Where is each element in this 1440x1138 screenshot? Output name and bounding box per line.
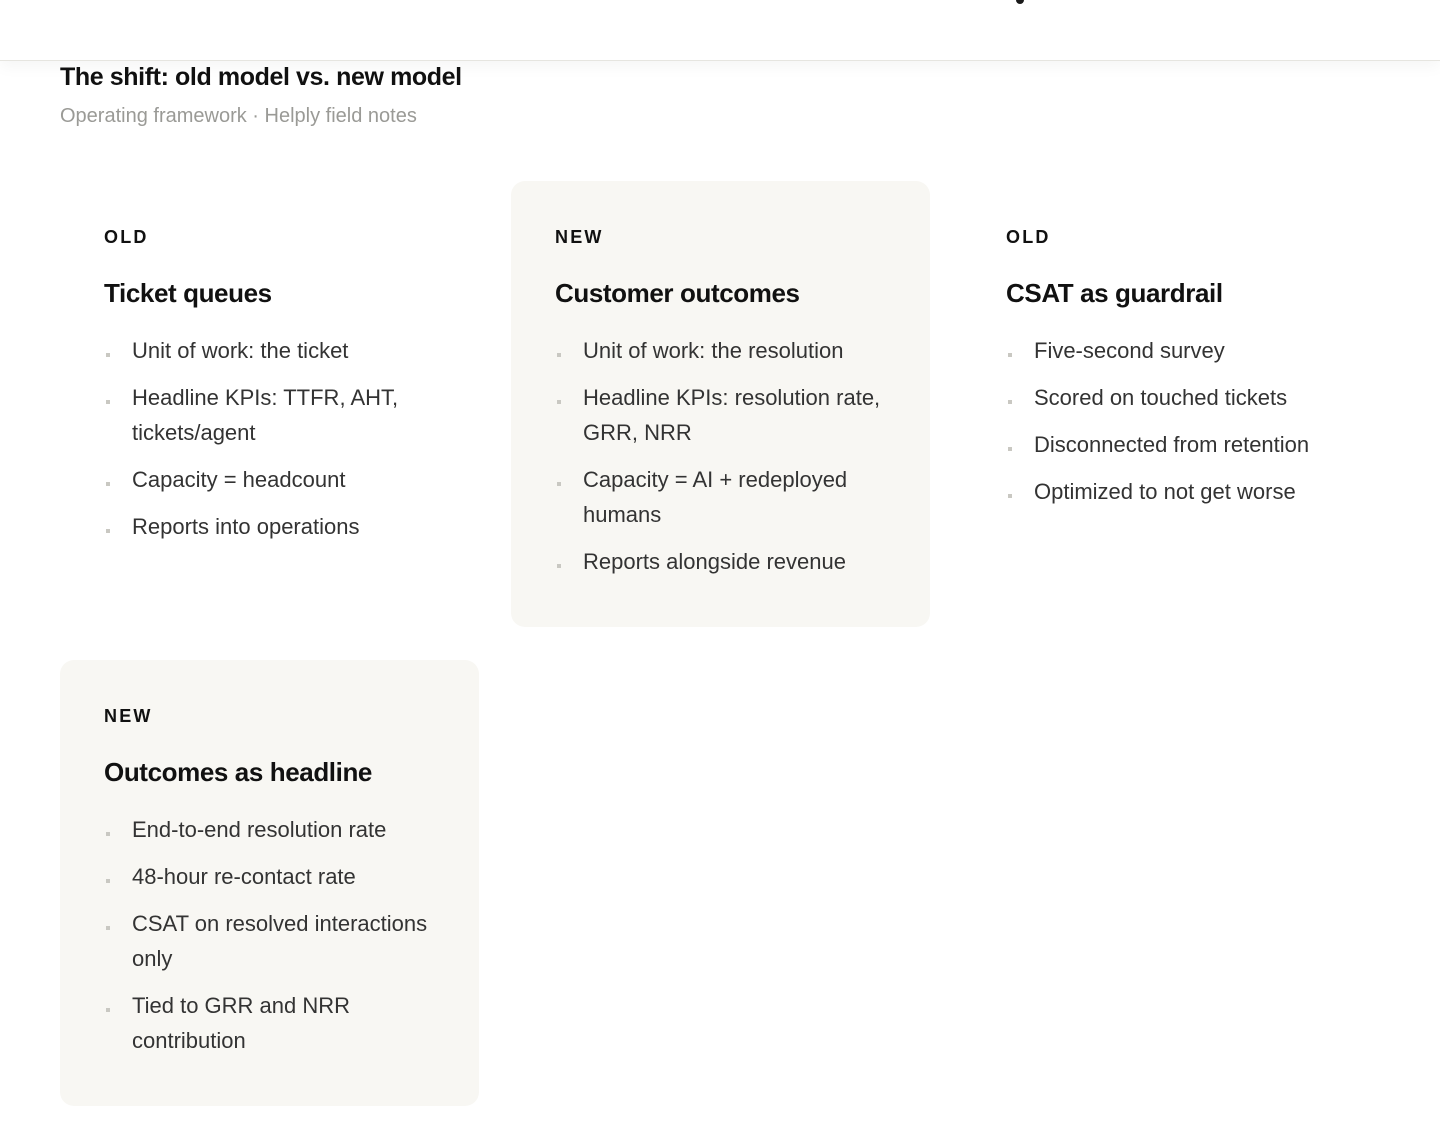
list-item-text: Reports alongside revenue <box>583 549 846 574</box>
list-item <box>104 812 435 847</box>
list-item <box>104 462 435 497</box>
card-ticket-queues <box>60 181 479 627</box>
list-item-text: Scored on touched tickets <box>1034 385 1288 410</box>
list-item-text: Disconnected from retention <box>1034 432 1310 457</box>
top-bar <box>0 0 1440 61</box>
list-item <box>1006 427 1337 462</box>
list-item <box>104 988 435 1058</box>
bullet-icon <box>106 879 110 883</box>
list-item <box>555 380 886 450</box>
list-item-text: Unit of work: the resolution <box>583 338 844 363</box>
card-title: Customer outcomes <box>555 278 800 308</box>
list-item <box>1006 333 1337 368</box>
list-item-text: Capacity = headcount <box>132 467 346 492</box>
list-item-text: Five-second survey <box>1034 338 1225 363</box>
list-item-text: Unit of work: the ticket <box>132 338 349 363</box>
list-item-text: Optimized to not get worse <box>1034 479 1296 504</box>
list-item-text: Capacity = AI + redeployed humans <box>583 467 848 527</box>
list-item-text: Headline KPIs: TTFR, AHT, tickets/agent <box>132 385 399 445</box>
partial-glyph <box>1016 0 1024 4</box>
card-tag: OLD <box>1006 227 1051 247</box>
list-item <box>555 544 886 579</box>
list-item <box>104 509 435 544</box>
bullet-icon <box>106 1008 110 1012</box>
card-tag: OLD <box>104 227 149 247</box>
bullet-icon <box>557 353 561 357</box>
list-item-text: Headline KPIs: resolution rate, GRR, NRR <box>583 385 881 445</box>
list-item <box>1006 380 1337 415</box>
list-item <box>104 380 435 450</box>
bullet-icon <box>1008 494 1012 498</box>
card-title: CSAT as guardrail <box>1006 278 1223 308</box>
card-list <box>555 333 886 579</box>
bullet-icon <box>1008 400 1012 404</box>
bullet-icon <box>1008 447 1012 451</box>
list-item-text: Tied to GRR and NRR contribution <box>132 993 351 1053</box>
card-outcomes-headline <box>60 660 479 1106</box>
bullet-icon <box>1008 353 1012 357</box>
page-title: The shift: old model vs. new model <box>60 63 462 91</box>
comparison-grid <box>60 181 1380 1106</box>
list-item <box>555 333 886 368</box>
list-item-text: End-to-end resolution rate <box>132 817 387 842</box>
bullet-icon <box>106 482 110 486</box>
bullet-icon <box>106 832 110 836</box>
list-item <box>104 333 435 368</box>
bullet-icon <box>106 529 110 533</box>
bullet-icon <box>557 564 561 568</box>
list-item <box>555 462 886 532</box>
list-item <box>104 906 435 976</box>
bullet-icon <box>557 400 561 404</box>
card-list <box>104 812 435 1058</box>
list-item-text: Reports into operations <box>132 514 360 539</box>
card-csat-guardrail <box>962 181 1381 627</box>
card-tag: NEW <box>555 227 604 247</box>
card-list <box>104 333 435 544</box>
section-header <box>60 62 1380 128</box>
card-customer-outcomes <box>511 181 930 627</box>
card-tag: NEW <box>104 706 153 726</box>
bullet-icon <box>557 482 561 486</box>
bullet-icon <box>106 400 110 404</box>
list-item-text: CSAT on resolved interactions only <box>132 911 428 971</box>
bullet-icon <box>106 926 110 930</box>
list-item-text: 48-hour re-contact rate <box>132 864 356 889</box>
page-subtitle: Operating framework · Helply field notes <box>60 105 417 127</box>
bullet-icon <box>106 353 110 357</box>
card-title: Outcomes as headline <box>104 757 372 787</box>
list-item <box>104 859 435 894</box>
list-item <box>1006 474 1337 509</box>
card-title: Ticket queues <box>104 278 272 308</box>
card-list <box>1006 333 1337 509</box>
